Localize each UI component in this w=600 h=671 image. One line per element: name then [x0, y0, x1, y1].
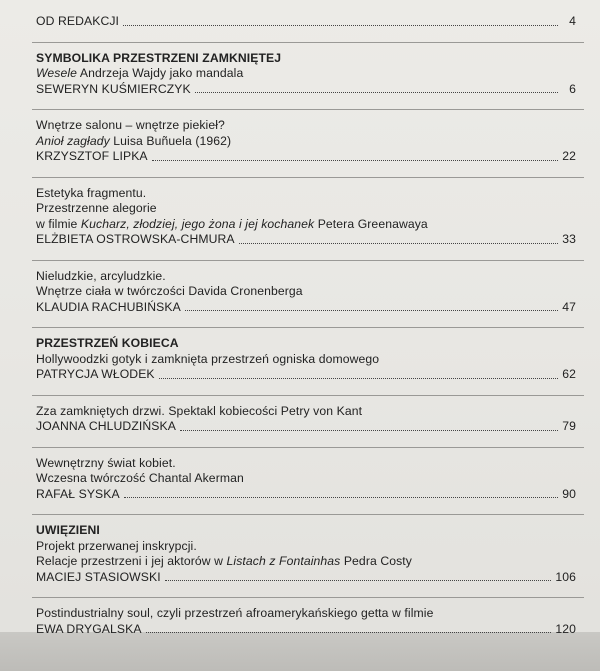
dot-leader: [180, 429, 558, 431]
toc-intro-row: [36, 14, 576, 30]
author-row: [36, 419, 576, 435]
entry-title-line: [36, 201, 576, 217]
film-title-italic: Listach z Fontainhas: [226, 554, 341, 568]
author-name: EWA DRYGALSKA: [36, 621, 142, 636]
author-row: [36, 622, 576, 638]
author-name: JOANNA CHLUDZIŃSKA: [36, 419, 176, 433]
page-number: 33: [562, 232, 576, 246]
dot-leader: [123, 24, 558, 26]
toc-entry: [36, 606, 576, 637]
section-divider: [32, 514, 584, 515]
author-name: RAFAŁ SYSKA: [36, 486, 120, 501]
section-heading: PRZESTRZEŃ KOBIECA: [36, 336, 179, 350]
title-text: Zza zamkniętych drzwi. Spektakl kobiecości Petry von Kant: [36, 403, 363, 418]
dot-leader: [124, 496, 558, 498]
author-name: MACIEJ STASIOWSKI: [36, 569, 161, 584]
title-text: Andrzeja Wajdy jako mandala: [77, 66, 244, 80]
author-row: [36, 300, 576, 316]
entry-divider: [32, 447, 584, 448]
title-text: Relacje przestrzeni i jej aktorów w: [36, 554, 227, 568]
author-row: [36, 232, 576, 248]
entry-title-line: [36, 186, 576, 202]
entry-divider: [32, 177, 584, 178]
toc-entry: [36, 118, 576, 165]
title-text: Przestrzenne alegorie: [36, 201, 157, 215]
title-text: Estetyka fragmentu.: [36, 185, 147, 200]
page-number: 6: [569, 81, 576, 96]
toc-entry: [36, 456, 576, 503]
toc-entry: [36, 404, 576, 435]
page-number: 120: [555, 621, 576, 636]
dot-leader: [195, 91, 558, 93]
toc-entry: [36, 269, 576, 316]
author-row: [36, 149, 576, 165]
title-text: Hollywoodzki gotyk i zamknięta przestrzeń ogniska domowego: [36, 351, 380, 366]
author-name: KRZYSZTOF LIPKA: [36, 149, 148, 163]
title-text: Pedra Costy: [340, 554, 412, 568]
author-row: [36, 570, 576, 586]
entry-title-line: [36, 66, 576, 82]
toc-entry: [36, 539, 576, 586]
film-title-italic: Wesele: [36, 66, 78, 80]
entry-title-line: [36, 456, 576, 472]
title-text: Wnętrze salonu – wnętrze piekieł?: [36, 118, 225, 132]
intro-title: OD REDAKCJI: [36, 14, 120, 28]
dot-leader: [239, 242, 558, 244]
entry-title-line: [36, 606, 576, 622]
author-name: SEWERYN KUŚMIERCZYK: [36, 81, 191, 96]
title-text: w filmie: [36, 216, 81, 231]
author-row: [36, 487, 576, 503]
title-text: Wnętrze ciała w twórczości Davida Cronenberga: [36, 284, 303, 298]
film-title-italic: Kucharz, złodziej, jego żona i jej kochanek: [80, 216, 315, 231]
entry-title-line: [36, 269, 576, 285]
entry-title-line: [36, 284, 576, 300]
intro-page-number: 4: [569, 14, 576, 28]
author-name: KLAUDIA RACHUBIŃSKA: [36, 299, 181, 314]
entry-title-line: [36, 352, 576, 368]
entry-divider: [32, 109, 584, 110]
title-text: Luisa Buñuela (1962): [109, 133, 232, 148]
entry-title-line: [36, 217, 576, 233]
title-text: Wewnętrzny świat kobiet.: [36, 455, 176, 470]
entry-title-line: [36, 471, 576, 487]
dot-leader: [159, 377, 558, 379]
entry-divider: [32, 597, 584, 598]
page-number: 62: [562, 367, 576, 381]
title-text: Postindustrialny soul, czyli przestrzeń afroamerykańskiego getta w filmie: [36, 606, 434, 620]
entry-title-line: [36, 118, 576, 134]
author-name: PATRYCJA WŁODEK: [36, 367, 155, 381]
section-heading: SYMBOLIKA PRZESTRZENI ZAMKNIĘTEJ: [36, 50, 282, 65]
page-number: 22: [562, 149, 576, 163]
toc-sections: [36, 42, 576, 638]
page-number: 79: [562, 419, 576, 433]
entry-divider: [32, 260, 584, 261]
dot-leader: [185, 309, 558, 311]
dot-leader: [165, 579, 552, 581]
author-row: [36, 367, 576, 383]
section-divider: [32, 327, 584, 328]
page-number: 47: [562, 299, 576, 314]
toc-intro-entry: [36, 14, 576, 30]
title-text: Petera Greenawaya: [314, 216, 428, 231]
entry-title-line: [36, 404, 576, 420]
section-divider: [32, 42, 584, 43]
table-of-contents: [36, 14, 576, 649]
dot-leader: [146, 631, 552, 633]
film-title-italic: Anioł zagłady: [36, 133, 110, 148]
entry-title-line: [36, 134, 576, 150]
toc-entry: [36, 186, 576, 248]
section-heading: UWIĘZIENI: [36, 523, 100, 537]
toc-entry: [36, 352, 576, 383]
entry-title-line: [36, 539, 576, 555]
page-number: 90: [562, 486, 576, 501]
author-name: ELŻBIETA OSTROWSKA-CHMURA: [36, 232, 235, 246]
page-number: 106: [555, 569, 576, 584]
dot-leader: [152, 159, 558, 161]
toc-entry: [36, 66, 576, 97]
entry-divider: [32, 395, 584, 396]
entry-title-line: [36, 554, 576, 570]
title-text: Projekt przerwanej inskrypcji.: [36, 538, 197, 553]
title-text: Wczesna twórczość Chantal Akerman: [36, 471, 244, 485]
title-text: Nieludzkie, arcyludzkie.: [36, 268, 166, 283]
author-row: [36, 82, 576, 98]
